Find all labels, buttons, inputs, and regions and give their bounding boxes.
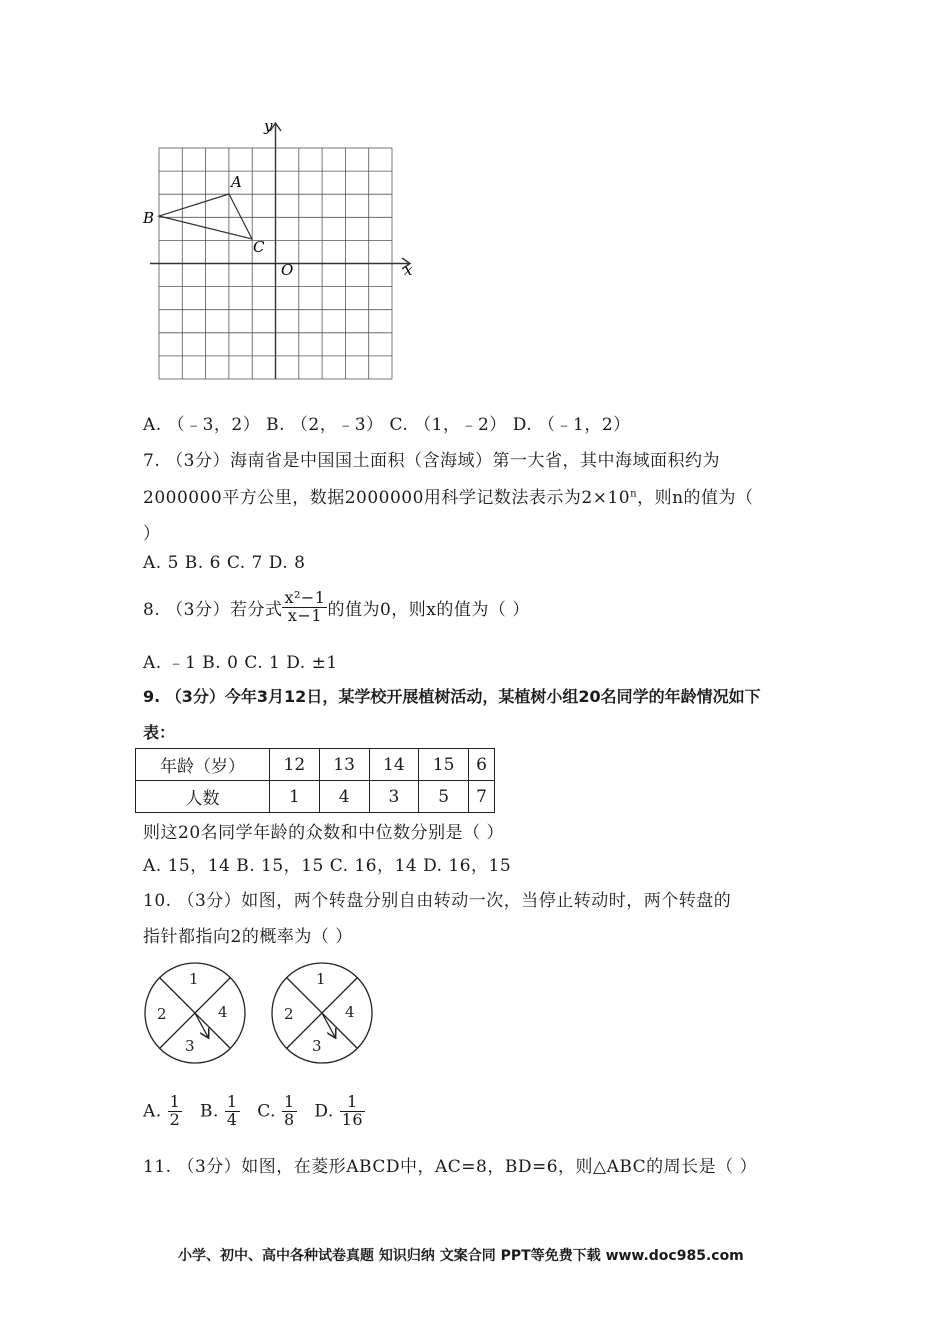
- table-cell: 13: [319, 749, 369, 781]
- table-cell: 12: [270, 749, 320, 781]
- table-row: [136, 781, 495, 813]
- q6-options: A. （﹣3，2） B. （2，﹣3） C. （1，﹣2） D. （﹣1，2）: [143, 415, 631, 435]
- q9-line1: 9. （3分）今年3月12日，某学校开展植树活动，某植树小组20名同学的年龄情况如下: [143, 687, 761, 706]
- q9-options: A. 15，14 B. 15，15 C. 16，14 D. 16，15: [143, 856, 512, 876]
- spinner-left-label-3: 3: [185, 1037, 195, 1055]
- table-cell: 3: [369, 781, 419, 813]
- axes: [150, 123, 410, 379]
- table-cell: 6: [469, 749, 495, 781]
- q10-option-b-den: 4: [226, 1109, 238, 1129]
- q8-fraction: [282, 590, 327, 625]
- q10-option-c-den: 8: [283, 1109, 295, 1129]
- spinner-right-label-1: 1: [316, 970, 326, 988]
- q7-line2-a: 2000000平方公里，数据2000000用科学记数法表示为2×10: [143, 488, 631, 508]
- spinner-left-label-4: 4: [218, 1003, 228, 1021]
- q10-option-d-label: D.: [314, 1101, 334, 1122]
- q10-option-a-num: 1: [169, 1092, 181, 1111]
- q10-option-b-label: B.: [200, 1101, 219, 1122]
- spinners-figure: [140, 955, 410, 1065]
- q8-suffix: 的值为0，则x的值为（ ）: [327, 599, 530, 620]
- q7-line2: [143, 483, 754, 508]
- q7-line2-b: ，则n的值为（: [637, 488, 754, 508]
- table-cell: 15: [419, 749, 469, 781]
- q10-option-b-num: 1: [226, 1092, 238, 1111]
- point-c-label: C: [253, 238, 265, 256]
- q8-prefix: 8. （3分）若分式: [143, 599, 283, 620]
- table-cell: 5: [419, 781, 469, 813]
- q10-option-d-num: 1: [340, 1094, 365, 1112]
- q8-options: A. ﹣1 B. 0 C. 1 D. ±1: [143, 653, 338, 673]
- q10-option-c-label: C.: [257, 1101, 277, 1122]
- table-cell: 4: [319, 781, 369, 813]
- q10-option-a-fraction: [168, 1094, 183, 1129]
- q9-line2: 表：: [143, 723, 176, 742]
- q10-option-a-den: 2: [169, 1109, 181, 1129]
- q10-option-c-num: 1: [283, 1092, 295, 1111]
- table-header-count: 人数: [136, 781, 270, 813]
- q7-options: A. 5 B. 6 C. 7 D. 8: [143, 553, 306, 573]
- q8-question: [143, 590, 530, 625]
- point-b-label: B: [143, 209, 155, 227]
- q10-option-b-fraction: [225, 1094, 240, 1129]
- q7-line1: 7. （3分）海南省是中国国土面积（含海域）第一大省，其中海域面积约为: [143, 451, 720, 471]
- q10-option-c-fraction: [282, 1094, 297, 1129]
- q10-option-a-label: A.: [143, 1101, 162, 1122]
- table-row: [136, 749, 495, 781]
- origin-label: O: [281, 261, 294, 279]
- table-header-age: 年龄（岁）: [136, 749, 270, 781]
- coordinate-grid-figure: [140, 115, 420, 387]
- q9-question: 则这20名同学年龄的众数和中位数分别是（ ）: [143, 823, 505, 843]
- spinner-right-label-2: 2: [284, 1005, 294, 1023]
- x-axis-label: x: [404, 261, 413, 279]
- q10-line1: 10. （3分）如图，两个转盘分别自由转动一次，当停止转动时，两个转盘的: [143, 891, 732, 911]
- table-cell: 7: [469, 781, 495, 813]
- q11-line1: 11. （3分）如图，在菱形ABCD中，AC=8，BD=6，则△ABC的周长是（ ）: [143, 1157, 758, 1177]
- spinner-left-label-1: 1: [189, 970, 199, 988]
- q10-line2: 指针都指向2的概率为（ ）: [143, 927, 353, 947]
- q10-options: [143, 1094, 365, 1129]
- spinner-right-label-3: 3: [312, 1037, 322, 1055]
- q7-exponent: n: [630, 488, 638, 500]
- table-cell: 1: [270, 781, 320, 813]
- spinner-right-label-4: 4: [345, 1003, 355, 1021]
- q10-option-d-den: 16: [341, 1109, 364, 1129]
- spinner-left-label-2: 2: [157, 1005, 167, 1023]
- q8-numerator: x²−1: [284, 588, 326, 607]
- age-table: [135, 748, 495, 813]
- footer-text: 小学、初中、高中各种试卷真题 知识归纳 文案合同 PPT等免费下载 www.doc985.com: [178, 1248, 744, 1264]
- q8-denominator: x−1: [287, 605, 323, 625]
- q10-option-d-fraction: [340, 1094, 365, 1129]
- q7-line3: ）: [143, 524, 161, 544]
- point-a-label: A: [231, 173, 242, 191]
- table-cell: 14: [369, 749, 419, 781]
- y-axis-label: y: [264, 117, 273, 135]
